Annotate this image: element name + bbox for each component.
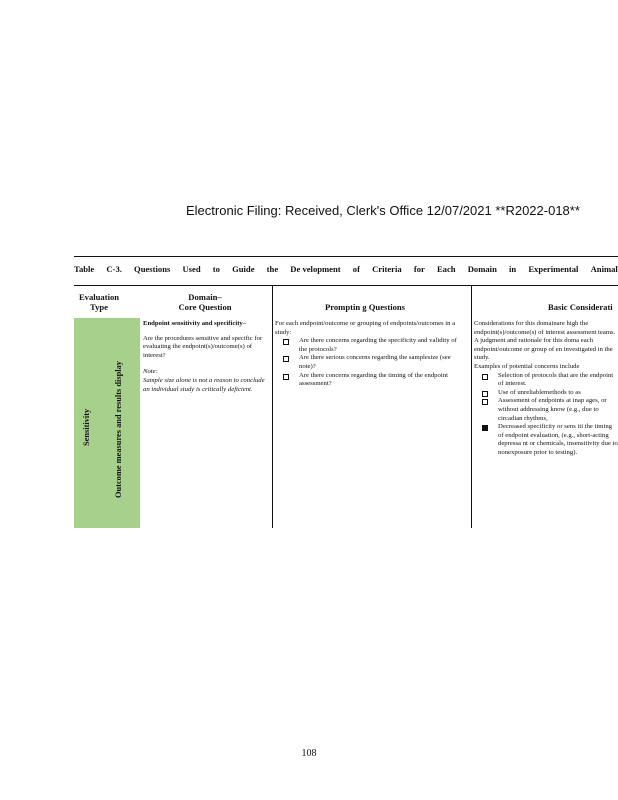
header-evaluation-type: Evaluation Type (78, 292, 120, 312)
filing-stamp: Electronic Filing: Received, Clerk's Office 12/07/2021 **R2022-018** (186, 203, 580, 218)
header-core-question: Core Question (178, 302, 232, 312)
consideration-item: Assessment of endpoints at inap ages, or without addressing know (e.g., due to circadian rhythms, (474, 397, 618, 423)
consideration-item: Decreased specificity or sens iti the timing of endpoint evaluation, (e.g., short-acting depressa nt or chemicals, insensitivity due to nonexposure prior to testing). (474, 423, 618, 457)
caption-word: Criteria (372, 264, 402, 274)
core-question-title: Endpoint sensitivity and specificity– (143, 320, 247, 327)
caption-word: Each (436, 264, 456, 274)
consideration-item: Selection of protocols that are the endpoint of interest. (474, 372, 618, 389)
table-header-rule (74, 285, 618, 286)
caption-word: Guide (232, 264, 255, 274)
prompting-list (275, 337, 465, 389)
table-top-rule (74, 256, 618, 257)
prompting-item: Are there concerns regarding the specificity and validity of the protocols? (275, 337, 465, 354)
basic-intro: Considerations for this domainare high the endpoint(s)/outcome(s) of interest assessment teams. (474, 320, 616, 336)
prompting-questions-cell (275, 320, 465, 389)
caption-word: of (352, 264, 360, 274)
caption-word: the (266, 264, 279, 274)
caption-word: Experimental (528, 264, 579, 274)
page-number: 108 (301, 748, 317, 759)
column-divider-2 (471, 286, 472, 528)
basic-examples-label: Examples of potential concerns include (474, 362, 580, 370)
caption-word: to (212, 264, 220, 274)
caption-word: C-3. (106, 264, 122, 274)
note-text: Sample size alone is not a reason to conclude an individual study is critically deficient. (143, 376, 265, 393)
caption-word: for (413, 264, 425, 274)
caption-word: Used (182, 264, 201, 274)
note-label: Note: (143, 368, 158, 376)
evaluation-type-label: Sensitivity (82, 408, 91, 446)
column-divider-1 (272, 286, 273, 528)
core-question-text: Are the procedures sensitive and specific for evaluating the endpoint(s)/outcome(s) of interest? (143, 334, 263, 359)
header-domain: Domain– (188, 292, 222, 302)
prompting-item: Are there serious concerns regarding the samplesize (see note)? (275, 354, 465, 371)
domain-label: Outcome measures and results display (114, 361, 123, 498)
caption-word: Table (74, 264, 95, 274)
basic-judgment: A judgment and rationale for this doma each endpoint/outcome or group of en investigated in the study. (474, 337, 613, 362)
basic-considerations-cell (474, 320, 618, 458)
caption-word: Questions (134, 264, 171, 274)
caption-word: in (509, 264, 517, 274)
basic-list (474, 372, 618, 458)
prompting-intro: For each endpoint/outcome or grouping of endpoints/outcomes in a study: (275, 320, 456, 336)
table-caption (74, 264, 618, 274)
prompting-item: Are there concerns regarding the timing of the endpoint assessment? (275, 372, 465, 389)
core-question-cell (143, 320, 265, 394)
consideration-item: Use of unreliablemethods to as (474, 389, 618, 398)
caption-word: Domain (467, 264, 497, 274)
header-basic-considerations: Basic Considerati (548, 302, 613, 312)
caption-word: Animal (590, 264, 618, 274)
header-prompting-questions: Promptin g Questions (324, 302, 406, 312)
caption-word: De velopment (290, 264, 341, 274)
